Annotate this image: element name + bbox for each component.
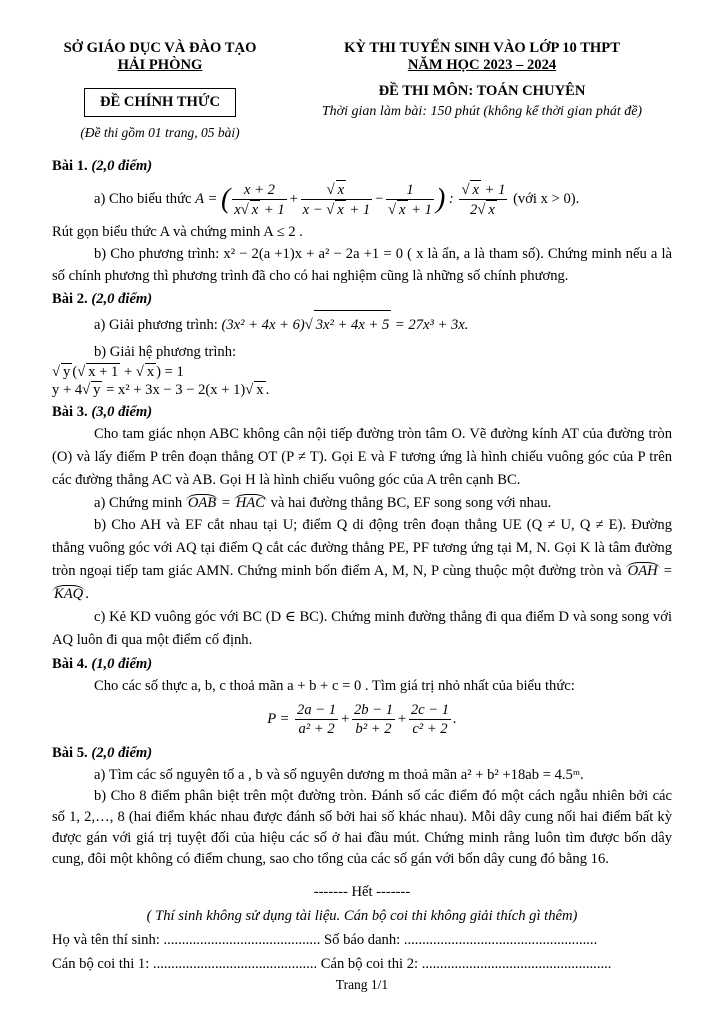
problem-list: Bài 1. (2,0 điểm) a) Cho biểu thức A = ( $\frac{x + 2}{x√ x + 1}$ + √ $\frac{x}{x - √ x + 1}$ − 1 √ x + 1 ) : √ $\frac{x + 1}{2√ x}$ (với x > 0). Rút gọn biểu thức A và chứng minh A ≤ 2 . b) Cho phương trình: x² − 2(a +1)x + a² − 2a +1 = 0 ( x là ẩn, a là tham số). Chứng minh nếu a là số chính phương thì phương trình đã cho có hai nghiệm cũng là những số chính phương. Bài 2. (2,0 điểm) a) Giải phương trình: (3x² + 4x + 6)√ 3x² + 4x + 5 = 27x³ + 3x. b) Giải hệ phương trình: √ y (√ x + 1 + √ x ) = 1 y + 4√ y = x² + 3x − 3 − 2(x + 1)√ x . Bài 3. (3,0 điểm) Cho tam giác nhọn ABC không cân nội tiếp đường tròn tâm O. Vẽ đường kính AT của đường tròn (O) và lấy điểm P trên đoạn thẳng OT (P ≠ T). Gọi E và F tương ứng là hình chiếu vuông góc của P trên các đường thẳng AC và AB. Gọi H là hình chiếu vuông góc của A trên cạnh BC. a) Chứng minh OAB = HAC và hai đường thẳng BC, EF song song với nhau. b) Cho AH và EF cắt nhau tại U; điểm Q di động trên đoạn thẳng UE (Q ≠ U, Q ≠ E). Đường thẳng vuông góc với AQ tại điểm Q cắt các đường thẳng PE, PF tương ứng tại M, N. Gọi K là tâm đường tròn ngoại tiếp tam giác AMN. Chứng minh bốn điểm A, M, N, P cùng thuộc một đường tròn và OAH = KAQ . c) Kẻ KD vuông góc với BC (D ∈ BC). Chứng minh đường thẳng đi qua điểm D và song song với AQ luôn đi qua một điểm cố định. Bài 4. (1,0 điểm) Cho các số thực a, b, c thoả mãn a + b + c = 0 . Tìm giá trị nhỏ nhất của biểu thức: P = $\frac{2a - 1}{\text{a² + 2}}$ + $\frac{2b - 1}{\text{b² + 2}}$ + $\frac{2c - 1}{\text{c² + 2}}$ . Bài 5. (2,0 điểm) a) Tìm các số nguyên tố a , b và số nguyên dương m thoả mãn a² + b² +18ab = 4.5ᵐ. b) Cho 8 điểm phân biệt trên một đường tròn. Đánh số các điểm đó một cách ngẫu nhiên bởi các số 1, 2,…, 8 (hai điểm khác nhau được đánh số bởi hai số khác nhau). Mỗi dây cung nối hai điểm bất kỳ được gán với giá trị tuyệt đối của hiệu các số ở hai đầu mút. Chứng minh rằng luôn tìm được bốn dây cung, đôi một không có điểm chung, sao cho tổng của các số gán với bốn dây cung đó bằng 16.: [52, 154, 672, 870]
problem-1-points: (2,0 điểm): [91, 158, 153, 174]
formula-P: P = $\frac{2a - 1}{\text{a² + 2}}$ + $\frac{2b - 1}{\text{b² + 2}}$ + $\frac{2c - 1}{\text{c² + 2}}$ .: [267, 702, 457, 738]
problem-2a: [52, 310, 672, 339]
problem-3a-post: và hai đường thẳng BC, EF song song với nhau.: [270, 495, 552, 511]
problem-5b: b) Cho 8 điểm phân biệt trên một đường tròn. Đánh số các điểm đó một cách ngẫu nhiên bởi các số 1, 2,…, 8 (hai điểm khác nhau được đánh số bởi hai số khác nhau). Mỗi dây cung nối hai điểm bất kỳ được gán với giá trị tuyệt đối của hiệu các số ở hai đầu mút. Chứng minh rằng luôn tìm được bốn dây cung, đôi một không có điểm chung, sao cho tổng của các số gán với bốn dây cung đó bằng 16.: [52, 788, 672, 867]
problem-3-title: [52, 401, 672, 423]
problem-3a: a) Chứng minh OAB = HAC và hai đường thẳng BC, EF song song với nhau.: [94, 495, 552, 511]
problem-4-title: [52, 653, 672, 675]
problem-1a-cont: Rút gọn biểu thức A và chứng minh A ≤ 2 .: [52, 224, 303, 240]
problem-3a-pre: a) Chứng minh: [94, 495, 183, 511]
problem-5-label: Bài 5.: [52, 745, 88, 761]
org-line1: SỞ GIÁO DỤC VÀ ĐÀO TẠO: [63, 40, 257, 56]
problem-4-label: Bài 4.: [52, 656, 88, 672]
candidate-info-line: Họ và tên thí sinh: ........................................... Số báo danh: .....................................................: [52, 932, 598, 948]
time-note: Thời gian làm bài: 150 phút (không kể thời gian phát đề): [321, 104, 643, 119]
formula-A: A = ( $\frac{x + 2}{x√ x + 1}$ + √ $\frac{x}{x - √ x + 1}$ − 1 √ x + 1 ) : √ $\frac{x + 1}{2√ x}$: [195, 191, 513, 207]
problem-2b: [52, 341, 672, 363]
problem-2-title: [52, 288, 672, 310]
header-right: [292, 40, 672, 120]
end-marker: ------- Hết -------: [313, 884, 411, 900]
problem-1-title: [52, 155, 672, 177]
problem-3-label: Bài 3.: [52, 404, 88, 420]
problem-3-points: (3,0 điểm): [91, 404, 153, 420]
equation-2a: (3x² + 4x + 6)√ 3x² + 4x + 5 = 27x³ + 3x.: [222, 317, 469, 333]
problem-2a-text: a) Giải phương trình:: [94, 317, 218, 333]
org-line2: HẢI PHÒNG: [117, 57, 203, 73]
official-badge: ĐỀ CHÍNH THỨC: [84, 88, 236, 117]
page-number: Trang 1/1: [335, 977, 389, 992]
problem-2b-text: b) Giải hệ phương trình:: [94, 344, 237, 360]
problem-5-points: (2,0 điểm): [91, 745, 153, 761]
problem-1a-suffix: (với x > 0).: [513, 191, 580, 207]
proctor-line: Cán bộ coi thi 1: ............................................. Cán bộ coi thi 2: ....................................................: [52, 956, 612, 972]
problem-3c: c) Kẻ KD vuông góc với BC (D ∈ BC). Chứng minh đường thẳng đi qua điểm D và song song với AQ luôn đi qua một điểm cố định.: [52, 609, 672, 648]
problem-1-label: Bài 1.: [52, 158, 88, 174]
problem-3b: b) Cho AH và EF cắt nhau tại U; điểm Q di động trên đoạn thẳng UE (Q ≠ U, Q ≠ E). Đường thẳng vuông góc với AQ tại điểm Q cắt các đường thẳng PE, PF tương ứng tại M, N. Gọi K là tâm đường tròn ngoại tiếp tam giác AMN. Chứng minh bốn điểm A, M, N, P cùng thuộc một đường tròn và OAH = KAQ .: [52, 517, 672, 602]
exam-line1: KỲ THI TUYỂN SINH VÀO LỚP 10 THPT: [344, 40, 620, 56]
header-left: [40, 40, 280, 141]
problem-4-text: Cho các số thực a, b, c thoả mãn a + b + c = 0 . Tìm giá trị nhỏ nhất của biểu thức:: [94, 678, 575, 694]
exam-line2: NĂM HỌC 2023 – 2024: [407, 57, 557, 73]
problem-5a: a) Tìm các số nguyên tố a , b và số nguyên dương m thoả mãn a² + b² +18ab = 4.5ᵐ.: [94, 767, 584, 783]
problem-2-points: (2,0 điểm): [91, 291, 153, 307]
problem-5-title: [52, 742, 672, 764]
problem-3-intro: Cho tam giác nhọn ABC không cân nội tiếp đường tròn tâm O. Vẽ đường kính AT của đường tròn (O) và lấy điểm P trên đoạn thẳng OT (P ≠ T). Gọi E và F tương ứng là hình chiếu vuông góc của P trên các đường thẳng AC và AB. Gọi H là hình chiếu vuông góc của A trên cạnh BC.: [52, 426, 672, 488]
footer: [52, 880, 672, 976]
problem-1a: [52, 177, 672, 221]
problem-1a-prefix: a) Cho biểu thức: [94, 191, 192, 207]
subject-title: ĐỀ THI MÔN: TOÁN CHUYÊN: [378, 83, 586, 99]
page-note: (Đề thi gồm 01 trang, 05 bài): [80, 125, 240, 140]
problem-3b-text: b) Cho AH và EF cắt nhau tại U; điểm Q di động trên đoạn thẳng UE (Q ≠ U, Q ≠ E). Đường thẳng vuông góc với AQ tại điểm Q cắt các đường thẳng PE, PF tương ứng tại M, N. Gọi K là tâm đường tròn ngoại tiếp tam giác AMN. Chứng minh bốn điểm A, M, N, P cùng thuộc một đường tròn và: [52, 517, 672, 579]
footer-note: ( Thí sinh không sử dụng tài liệu. Cán bộ coi thi không giải thích gì thêm): [146, 908, 578, 924]
problem-4-points: (1,0 điểm): [91, 656, 153, 672]
problem-1b: b) Cho phương trình: x² − 2(a +1)x + a² − 2a +1 = 0 ( x là ẩn, a là tham số). Chứng minh nếu a là số chính phương thì phương trình đã cho có hai nghiệm cũng là những số chính phương.: [52, 246, 672, 284]
problem-2-label: Bài 2.: [52, 291, 88, 307]
